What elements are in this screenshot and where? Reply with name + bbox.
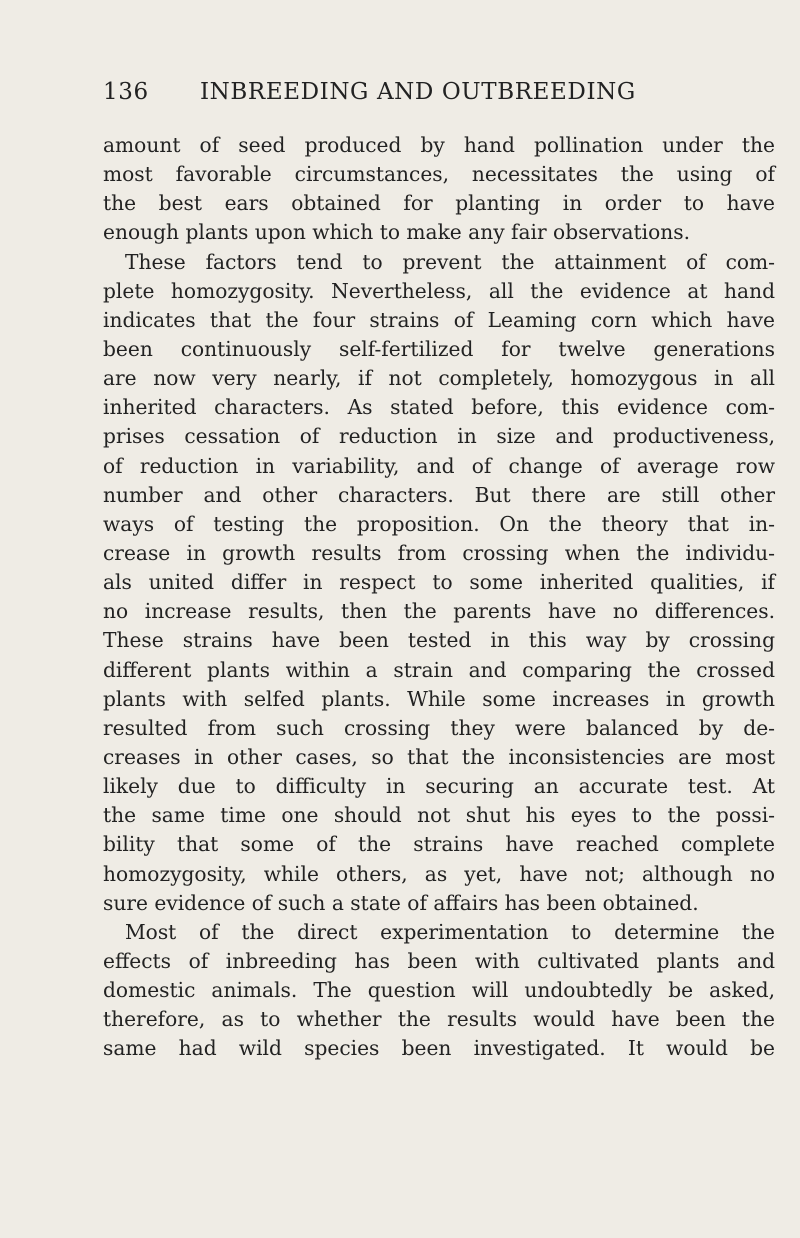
text-line: number and other characters. But there are still other bbox=[103, 482, 775, 507]
text-line: sure evidence of such a state of affairs has been obtained. bbox=[103, 890, 699, 915]
page-number: 136 bbox=[103, 79, 149, 105]
text-line: different plants within a strain and comparing the crossed bbox=[103, 657, 775, 682]
text-line: resulted from such crossing they were balanced by de- bbox=[103, 715, 775, 740]
running-title: INBREEDING AND OUTBREEDING bbox=[200, 79, 636, 105]
text-line: been continuously self-fertilized for twelve generations bbox=[103, 336, 775, 361]
body-text bbox=[103, 131, 775, 1064]
text-line: crease in growth results from crossing when the individu- bbox=[103, 540, 775, 565]
text-line: inherited characters. As stated before, this evidence com- bbox=[103, 395, 775, 420]
text-line: These strains have been tested in this way by crossing bbox=[103, 628, 775, 653]
text-line: are now very nearly, if not completely, homozygous in all bbox=[103, 366, 775, 391]
text-line: same had wild species been investigated. It would be bbox=[103, 1036, 775, 1061]
text-line: therefore, as to whether the results would have been the bbox=[103, 1007, 775, 1032]
paragraph-start-line: These factors tend to prevent the attainment of com- bbox=[125, 249, 775, 274]
text-line: ways of testing the proposition. On the theory that in- bbox=[103, 511, 775, 536]
paragraph-start-line: Most of the direct experimentation to determine the bbox=[125, 919, 775, 944]
text-line: most favorable circumstances, necessitates the using of bbox=[103, 162, 775, 187]
text-line: indicates that the four strains of Leaming corn which have bbox=[103, 307, 775, 332]
text-line: no increase results, then the parents have no differences. bbox=[103, 599, 775, 624]
text-line: effects of inbreeding has been with cultivated plants and bbox=[103, 948, 775, 973]
text-line: creases in other cases, so that the inconsistencies are most bbox=[103, 744, 775, 769]
text-line: the best ears obtained for planting in order to have bbox=[103, 191, 775, 216]
text-line: homozygosity, while others, as yet, have not; although no bbox=[103, 861, 775, 886]
text-line: the same time one should not shut his eyes to the possi- bbox=[103, 803, 775, 828]
text-line: of reduction in variability, and of change of average row bbox=[103, 453, 775, 478]
page-header bbox=[103, 74, 703, 110]
text-line: als united differ in respect to some inherited qualities, if bbox=[103, 570, 775, 595]
text-line: likely due to difficulty in securing an accurate test. At bbox=[103, 774, 775, 799]
text-line: plants with selfed plants. While some increases in growth bbox=[103, 686, 775, 711]
text-line: plete homozygosity. Nevertheless, all the evidence at hand bbox=[103, 278, 775, 303]
text-line: bility that some of the strains have reached complete bbox=[103, 832, 775, 857]
text-line: domestic animals. The question will undoubtedly be asked, bbox=[103, 978, 775, 1003]
text-line: enough plants upon which to make any fair observations. bbox=[103, 220, 691, 245]
text-line: prises cessation of reduction in size and productiveness, bbox=[103, 424, 775, 449]
text-line: amount of seed produced by hand pollination under the bbox=[103, 133, 775, 157]
